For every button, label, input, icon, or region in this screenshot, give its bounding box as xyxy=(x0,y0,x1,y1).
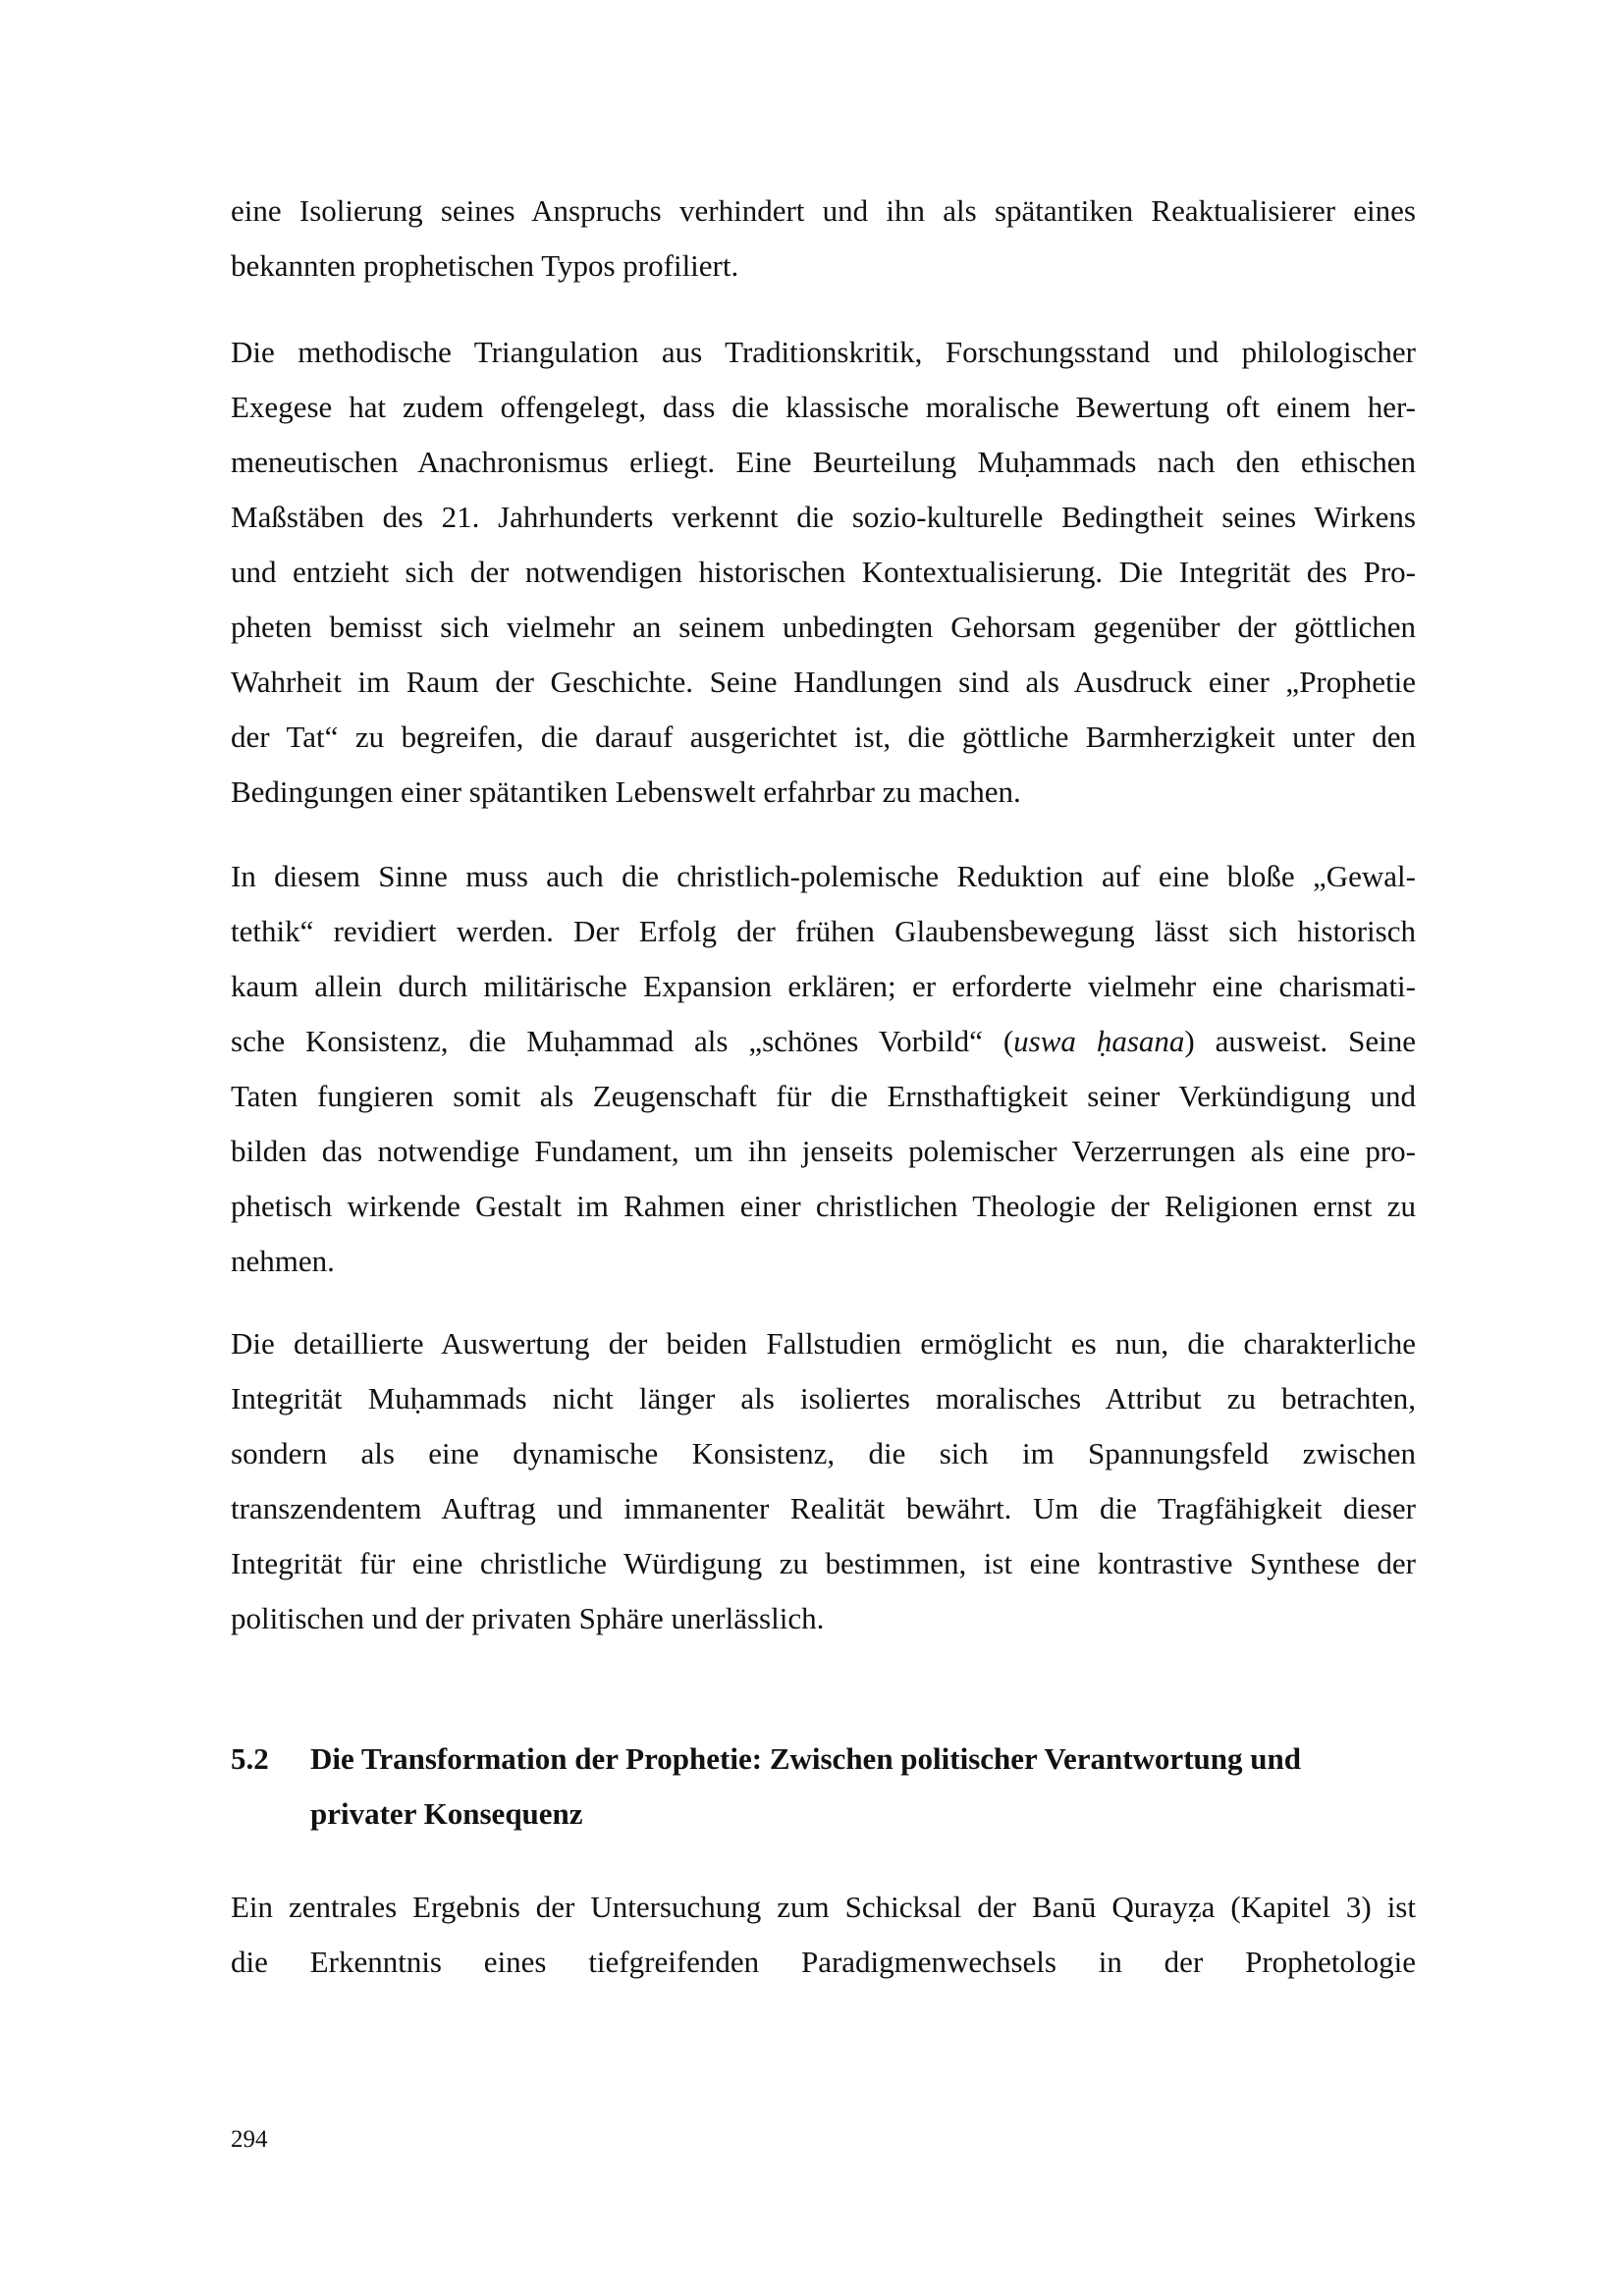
text-line: Taten fungieren somit als Zeugenschaft für die Ernsthaftigkeit seiner Verkündigung und xyxy=(231,1079,1416,1113)
text-segment: ) ausweist. Seine xyxy=(1184,1024,1416,1058)
text-line: bekannten prophetischen Typos profiliert. xyxy=(231,248,739,283)
text-line: Exegese hat zudem offengelegt, dass die klassische moralische Bewertung oft einem her- xyxy=(231,390,1416,424)
section-title: Die Transformation der Prophetie: Zwischen politischer Verantwortung und xyxy=(310,1741,1301,1776)
text-line: bilden das notwendige Fundament, um ihn jenseits polemischer Verzerrungen als eine pro- xyxy=(231,1134,1416,1168)
section-number: 5.2 xyxy=(231,1741,269,1776)
italic-term: uswa ḥasana xyxy=(1013,1024,1185,1058)
text-line-with-italic xyxy=(231,1014,1416,1069)
text-line: Bedingungen einer spätantiken Lebenswelt erfahrbar zu machen. xyxy=(231,774,1021,809)
text-line: meneutischen Anachronismus erliegt. Eine Beurteilung Muḥammads nach den ethischen xyxy=(231,445,1416,479)
text-line: Die methodische Triangulation aus Traditionskritik, Forschungsstand und philologischer xyxy=(231,335,1416,369)
text-line: phetisch wirkende Gestalt im Rahmen einer christlichen Theologie der Religionen ernst zu xyxy=(231,1189,1416,1223)
text-line: transzendentem Auftrag und immanenter Realität bewährt. Um die Tragfähigkeit dieser xyxy=(231,1491,1416,1525)
text-line: der Tat“ zu begreifen, die darauf ausgerichtet ist, die göttliche Barmherzigkeit unter den xyxy=(231,720,1416,754)
text-line: die Erkenntnis eines tiefgreifenden Paradigmenwechsels in der Prophetologie xyxy=(231,1945,1416,1979)
text-line: Maßstäben des 21. Jahrhunderts verkennt die sozio-kulturelle Bedingtheit seines Wirkens xyxy=(231,500,1416,534)
text-line: tethik“ revidiert werden. Der Erfolg der frühen Glaubensbewegung lässt sich historisch xyxy=(231,914,1416,948)
section-title-continued: privater Konsequenz xyxy=(310,1796,583,1831)
text-line: kaum allein durch militärische Expansion erklären; er erforderte vielmehr eine charismati- xyxy=(231,969,1416,1003)
text-line: pheten bemisst sich vielmehr an seinem unbedingten Gehorsam gegenüber der göttlichen xyxy=(231,610,1416,644)
text-line: politischen und der privaten Sphäre unerlässlich. xyxy=(231,1601,825,1635)
text-line: und entzieht sich der notwendigen historischen Kontextualisierung. Die Integrität des Pro- xyxy=(231,555,1416,589)
page-number: 294 xyxy=(231,2126,268,2153)
text-line: Die detaillierte Auswertung der beiden Fallstudien ermöglicht es nun, die charakterliche xyxy=(231,1326,1416,1361)
text-line: Ein zentrales Ergebnis der Untersuchung zum Schicksal der Banū Qurayẓa (Kapitel 3) ist xyxy=(231,1890,1416,1924)
text-line: Integrität Muḥammads nicht länger als isoliertes moralisches Attribut zu betrachten, xyxy=(231,1381,1416,1415)
text-line: In diesem Sinne muss auch die christlich-polemische Reduktion auf eine bloße „Gewal- xyxy=(231,859,1416,893)
text-line: sondern als eine dynamische Konsistenz, die sich im Spannungsfeld zwischen xyxy=(231,1436,1416,1470)
text-line: eine Isolierung seines Anspruchs verhindert und ihn als spätantiken Reaktualisierer eines xyxy=(231,193,1416,228)
text-segment: sche Konsistenz, die Muḥammad als „schönes Vorbild“ ( xyxy=(231,1024,1014,1058)
text-line: nehmen. xyxy=(231,1244,335,1278)
text-line: Integrität für eine christliche Würdigung zu bestimmen, ist eine kontrastive Synthese der xyxy=(231,1546,1416,1580)
text-line: Wahrheit im Raum der Geschichte. Seine Handlungen sind als Ausdruck einer „Prophetie xyxy=(231,665,1416,699)
